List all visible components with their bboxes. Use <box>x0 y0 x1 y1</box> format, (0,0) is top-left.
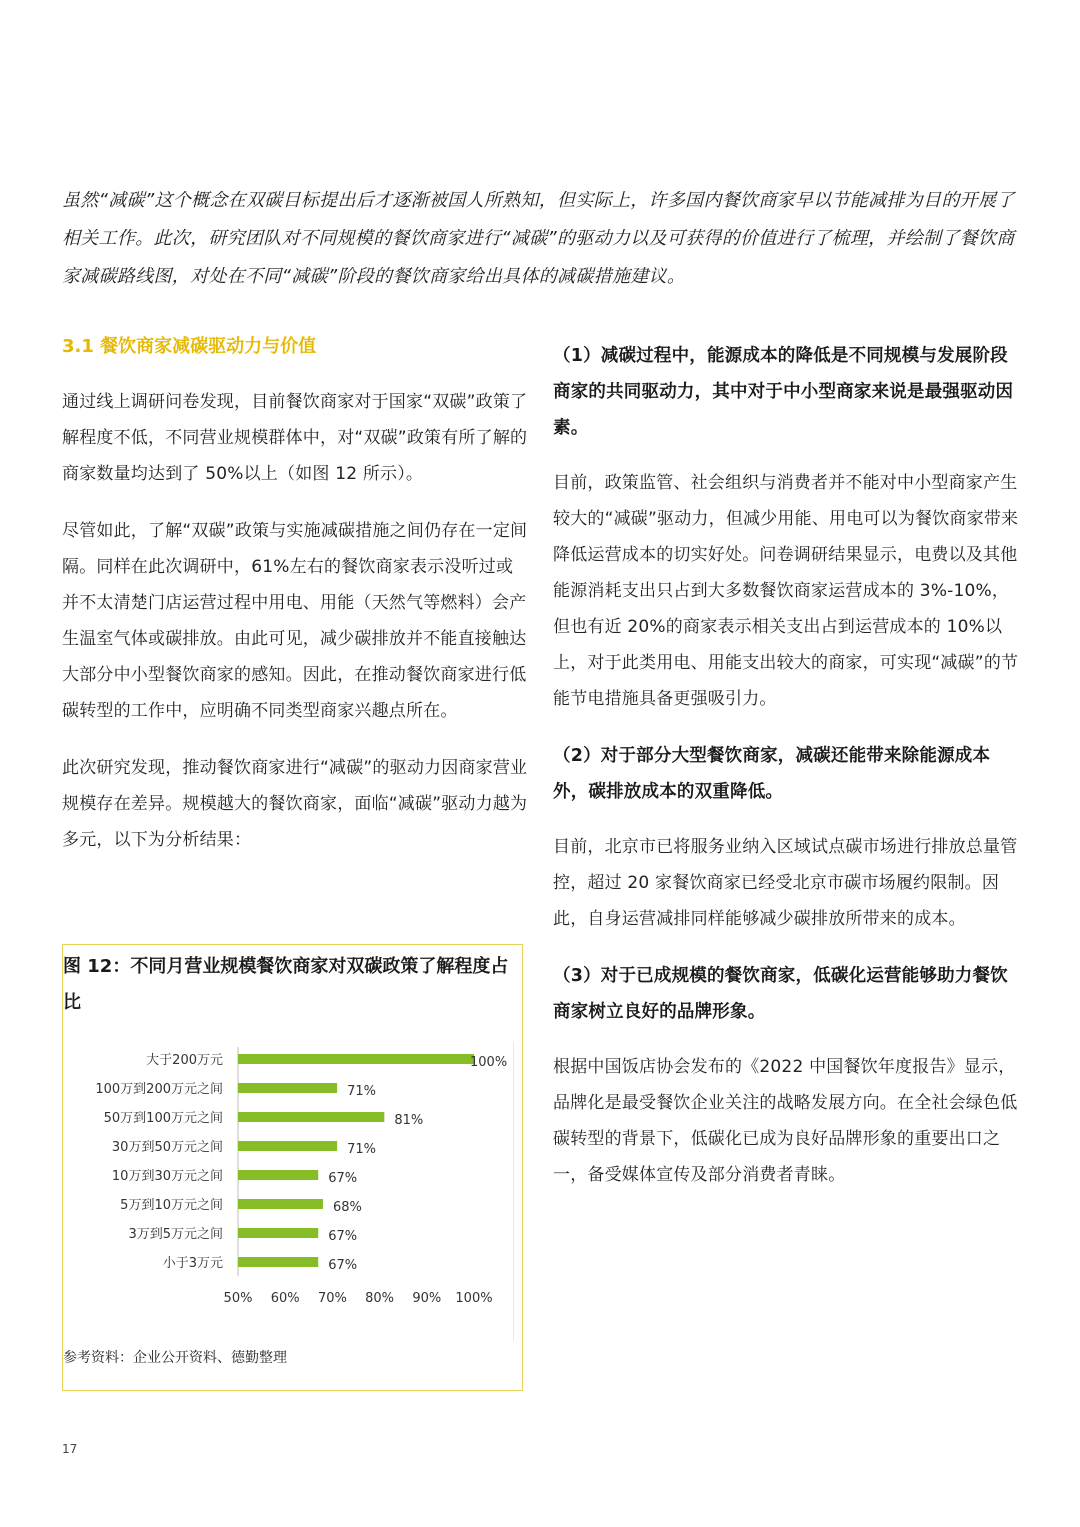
point-3-heading: （3）对于已成规模的餐饮商家，低碳化运营能够助力餐饮商家树立良好的品牌形象。 <box>553 966 1008 1022</box>
x-tick-label: 80% <box>365 1291 395 1306</box>
category-label: 3万到5万元之间 <box>128 1227 223 1242</box>
category-label: 30万到50万元之间 <box>111 1140 223 1155</box>
category-label: 50万到100万元之间 <box>103 1111 223 1126</box>
bar-chart <box>63 1041 514 1341</box>
bar <box>238 1228 318 1238</box>
left-paragraph-3: 此次研究发现，推动餐饮商家进行“减碳”的驱动力因商家营业规模存在差异。规模越大的餐饮商家，面临“减碳”驱动力越为多元，以下为分析结果： <box>62 758 528 850</box>
data-label: 67% <box>328 1258 358 1273</box>
point-3-body: 根据中国饭店协会发布的《2022 中国餐饮年度报告》显示，品牌化是最受餐饮企业关注的战略发展方向。在全社会绿色低碳转型的背景下，低碳化已成为良好品牌形象的重要出口之一，备受媒体宣传及部分消费者青睐。 <box>553 1057 1018 1185</box>
data-label: 68% <box>332 1200 362 1215</box>
bar <box>238 1141 337 1151</box>
category-label: 大于200万元 <box>146 1053 223 1068</box>
right-column <box>553 338 1021 1214</box>
data-label: 67% <box>328 1171 358 1186</box>
x-tick-label: 70% <box>317 1291 347 1306</box>
page-number: 17 <box>62 1442 78 1456</box>
category-label: 小于3万元 <box>162 1256 223 1271</box>
intro-paragraph: 虽然“减碳”这个概念在双碳目标提出后才逐渐被国人所熟知，但实际上，许多国内餐饮商家早以节能减排为目的开展了相关工作。此次，研究团队对不同规模的餐饮商家进行“减碳”的驱动力以及可获得的价值进行了梳理，并绘制了餐饮商家减碳路线图，对处在不同“减碳”阶段的餐饮商家给出具体的减碳措施建议。 <box>62 190 1015 287</box>
point-2-body: 目前，北京市已将服务业纳入区域试点碳市场进行排放总量管控，超过 20 家餐饮商家已经受北京市碳市场履约限制。因此，自身运营减排同样能够减少碳排放所带来的成本。 <box>553 837 1018 929</box>
bar <box>238 1257 318 1267</box>
category-label: 10万到30万元之间 <box>111 1169 223 1184</box>
section-heading: 3.1 餐饮商家减碳驱动力与价值 <box>62 336 317 357</box>
point-1-body: 目前，政策监管、社会组织与消费者并不能对中小型商家产生较大的“减碳”驱动力，但减少用能、用电可以为餐饮商家带来降低运营成本的切实好处。问卷调研结果显示，电费以及其他能源消耗支出只占到大多数餐饮商家运营成本的 3%-10%，但也有近 20%的商家表示相关支出占到运营成本的 10%以上，对于此类用电、用能支出较大的商家，可实现“减碳”的节能节电措施具备更强吸引力。 <box>553 473 1019 709</box>
category-label: 100万到200万元之间 <box>95 1082 223 1097</box>
bar <box>238 1199 323 1209</box>
left-paragraph-2: 尽管如此，了解“双碳”政策与实施减碳措施之间仍存在一定间隔。同样在此次调研中，61%左右的餐饮商家表示没听过或并不太清楚门店运营过程中用电、用能（天然气等燃料）会产生温室气体或碳排放。由此可见，减少碳排放并不能直接触达大部分中小型餐饮商家的感知。因此，在推动餐饮商家进行低碳转型的工作中，应明确不同类型商家兴趣点所在。 <box>62 521 528 721</box>
point-1-heading: （1）减碳过程中，能源成本的降低是不同规模与发展阶段商家的共同驱动力，其中对于中小型商家来说是最强驱动因素。 <box>553 346 1014 438</box>
figure-12 <box>62 944 523 1391</box>
point-2-heading: （2）对于部分大型餐饮商家，减碳还能带来除能源成本外，碳排放成本的双重降低。 <box>553 746 991 802</box>
bar <box>238 1112 384 1122</box>
figure-title: 图 12：不同月营业规模餐饮商家对双碳政策了解程度占比 <box>63 956 509 1013</box>
data-label: 81% <box>394 1113 424 1128</box>
data-label: 67% <box>328 1229 358 1244</box>
x-tick-label: 100% <box>455 1291 493 1306</box>
x-tick-label: 60% <box>270 1291 300 1306</box>
bar-chart-svg <box>63 1041 513 1341</box>
data-label: 71% <box>347 1142 377 1157</box>
left-column <box>62 384 530 879</box>
data-label: 100% <box>470 1055 508 1070</box>
x-tick-label: 90% <box>412 1291 442 1306</box>
bar <box>238 1083 337 1093</box>
data-label: 71% <box>347 1084 377 1099</box>
bar <box>238 1054 474 1064</box>
category-label: 5万到10万元之间 <box>120 1198 223 1213</box>
bar <box>238 1170 318 1180</box>
left-paragraph-1: 通过线上调研问卷发现，目前餐饮商家对于国家“双碳”政策了解程度不低，不同营业规模群体中，对“双碳”政策有所了解的商家数量均达到了 50%以上（如图 12 所示）。 <box>62 392 528 484</box>
x-tick-label: 50% <box>223 1291 253 1306</box>
intro-text <box>62 182 1022 296</box>
figure-source: 参考资料：企业公开资料、德勤整理 <box>63 1350 287 1366</box>
